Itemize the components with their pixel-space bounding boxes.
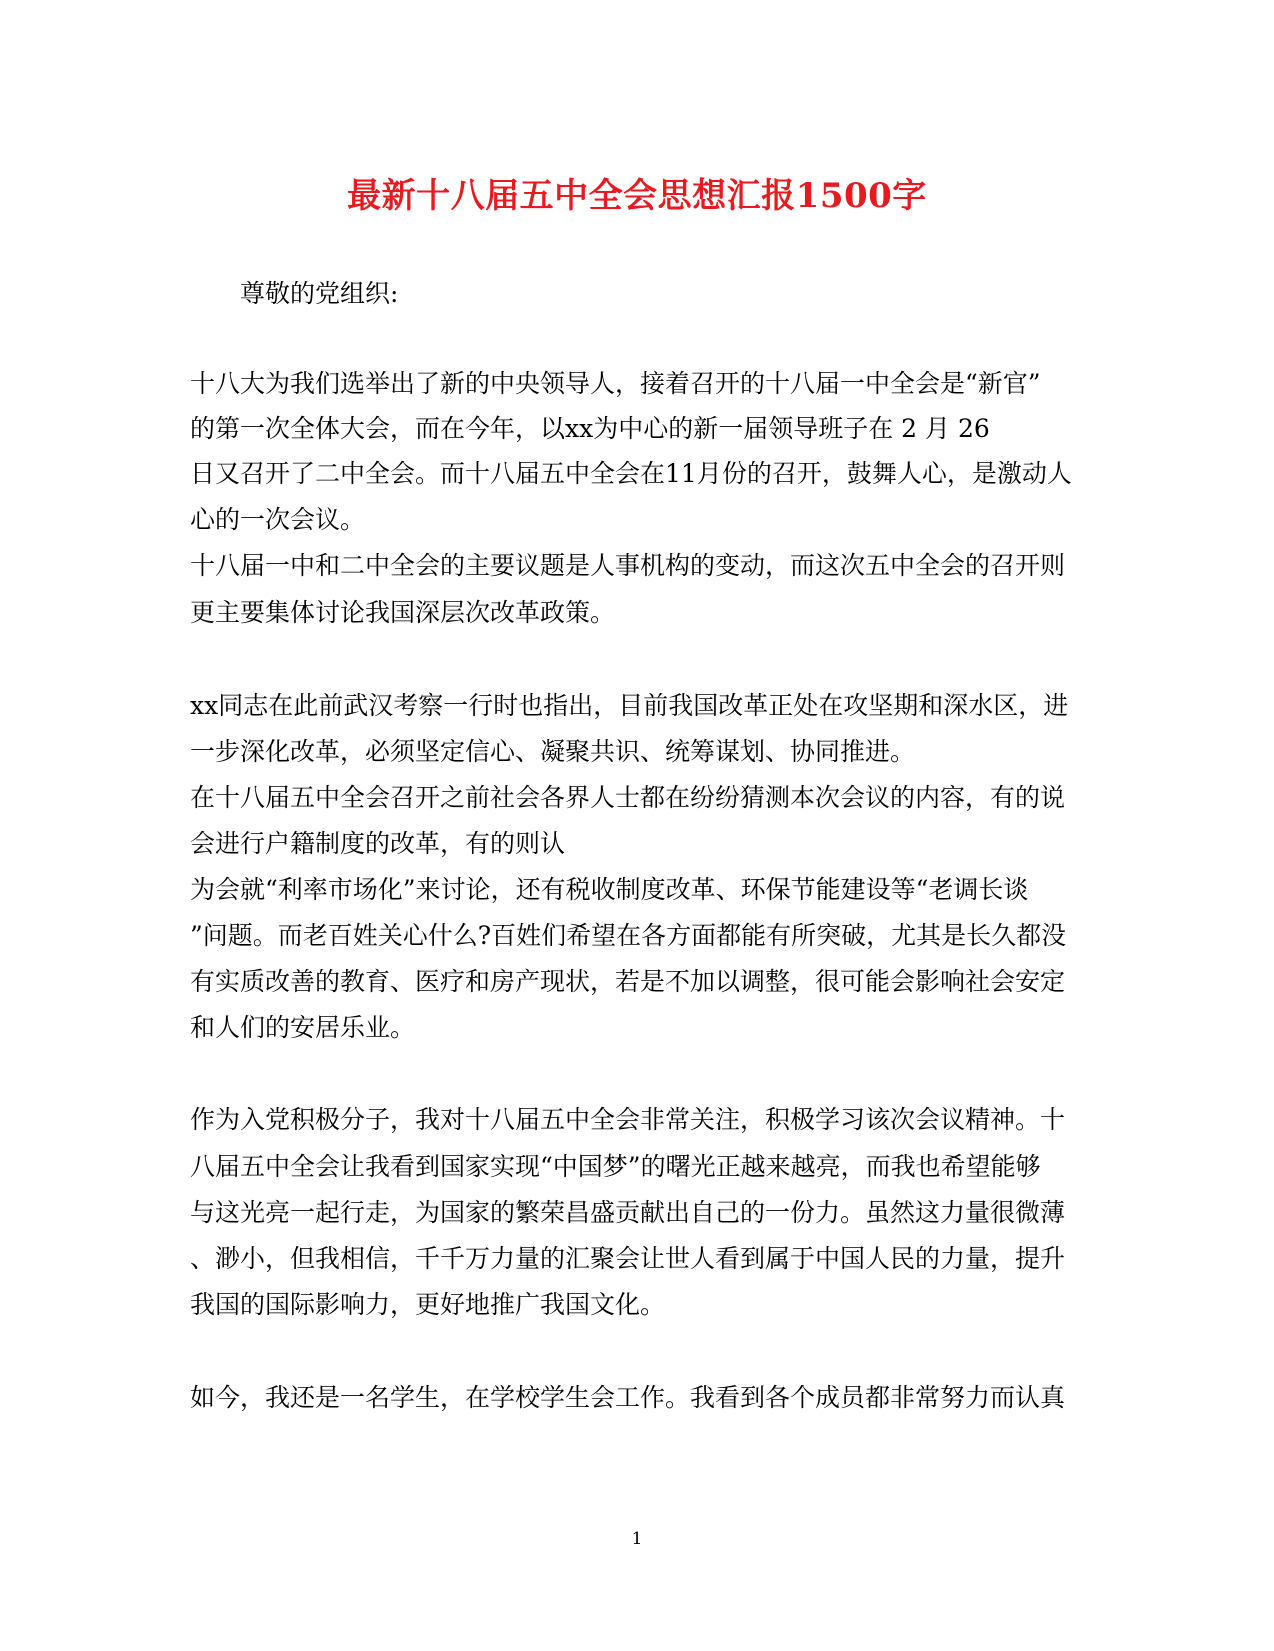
body-line: 八届五中全会让我看到国家实现“中国梦”的曙光正越来越亮，而我也希望能够 [190,1152,1041,1181]
body-line: ”问题。而老百姓关心什么?百姓们希望在各方面都能有所突破，尤其是长久都没 [190,921,1067,950]
body-line: 与这光亮一起行走，为国家的繁荣昌盛贡献出自己的一份力。虽然这力量很微薄 [190,1198,1066,1227]
body-line: 日又召开了二中全会。而十八届五中全会在11月份的召开，鼓舞人心，是激动人 [190,459,1072,488]
body-line: xx同志在此前武汉考察一行时也指出，目前我国改革正处在攻坚期和深水区，进 [190,691,1069,720]
body-line: 为会就“利率市场化”来讨论，还有税收制度改革、环保节能建设等“老调长谈 [190,875,1029,904]
body-line: 作为入党积极分子，我对十八届五中全会非常关注，积极学习该次会议精神。十 [190,1105,1066,1134]
body-line: 的第一次全体大会，而在今年，以xx为中心的新一届领导班子在 2 月 26 [190,414,990,443]
body-line: 我国的国际影响力，更好地推广我国文化。 [190,1290,666,1319]
page-number: 1 [631,1529,643,1549]
body-line: 在十八届五中全会召开之前社会各界人士都在纷纷猜测本次会议的内容，有的说 [190,783,1066,812]
body-line: 更主要集体讨论我国深层次改革政策。 [190,598,616,627]
body-line: 有实质改善的教育、医疗和房产现状，若是不加以调整，很可能会影响社会安定 [190,967,1066,996]
body-line: 、渺小，但我相信，千千万力量的汇聚会让世人看到属于中国人民的力量，提升 [190,1244,1066,1273]
body-line: 如今，我还是一名学生，在学校学生会工作。我看到各个成员都非常努力而认真 [190,1383,1066,1412]
body-line: 会进行户籍制度的改革，有的则认 [190,829,566,858]
body-line: 一步深化改革，必须坚定信心、凝聚共识、统筹谋划、协同推进。 [190,737,916,766]
salutation: 尊敬的党组织: [240,279,399,308]
body-line: 十八届一中和二中全会的主要议题是人事机构的变动，而这次五中全会的召开则 [190,551,1066,580]
body-line: 十八大为我们选举出了新的中央领导人，接着召开的十八届一中全会是“新官” [190,369,1041,398]
body-line: 心的一次会议。 [190,505,366,534]
body-line: 和人们的安居乐业。 [190,1013,416,1042]
document-title: 最新十八届五中全会思想汇报1500字 [347,176,927,216]
